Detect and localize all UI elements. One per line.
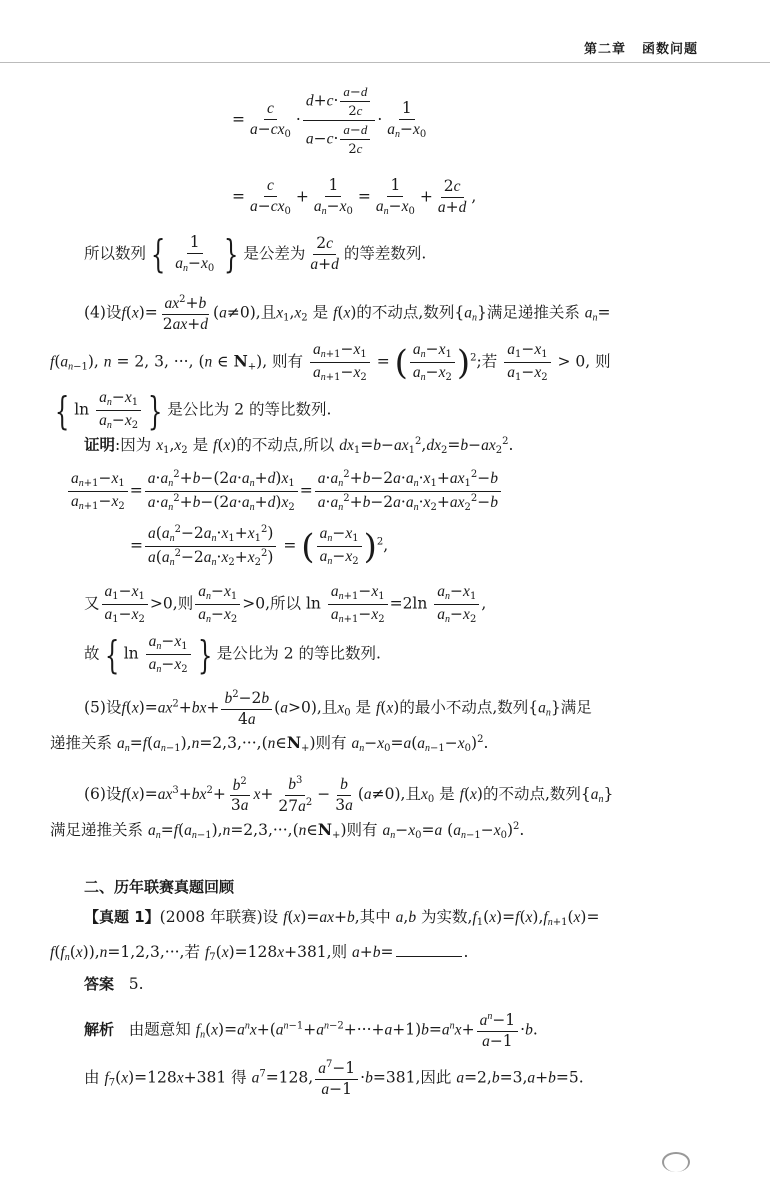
- running-header: [584, 38, 698, 57]
- chapter-title: 函数问题: [641, 42, 698, 57]
- text-arith-seq: 的等差数列.: [343, 244, 427, 263]
- item4-text-g: 则: [595, 352, 611, 371]
- proof-text-c: 的不动点,所以: [236, 436, 335, 454]
- final-line: 由 $f_7(x)=128x+381$ 得 $a^7=128$, $\frac{a^7-1}{a-1}$ ·b=381,因此 a=2,b=3,a+b=5.: [84, 1059, 584, 1098]
- item4-text-e: 则有: [272, 352, 304, 371]
- problem-text-c: 若: [184, 943, 200, 961]
- proof-line: 证明:因为 $x_1,x_2$ 是 f(x)的不动点,所以 $dx_1=b-ax_1^2,dx_2=b-ax_2^2$.: [84, 435, 514, 456]
- equation-line-1: = $\frac{c}{a-cx_0}$ · d+c· $\frac{a-d}{2c}$ a−c· $\frac{a-d}{2c}$ · $\frac{1}{a_n-x_0}$: [232, 84, 427, 157]
- item5-line-2: 递推关系 $a_n=f(a_{n-1}),n=2,3,\cdot\cdot\cdot,(n\in N_+)$则有 $a_n-x_0=a(a_{n-1}-x_0)^2$.: [50, 733, 489, 754]
- item5-text-d: 满足: [560, 698, 592, 717]
- item4-line-1: (4)设f(x)= $\frac{ax^2+b}{2ax+d}$ (a≠0),且$x_1,x_2$ 是 f(x)的不动点,数列$\{a_n\}$满足递推关系 $a_n=$: [84, 294, 611, 333]
- item4-text-b: 是: [312, 303, 329, 322]
- header-rule: [0, 62, 770, 63]
- final-text-a: 由: [84, 1068, 100, 1087]
- item5-text-b: 是: [355, 698, 372, 717]
- problem-line-1: 【真题 1】(2008 年联赛)设 f(x)=ax+b,其中 a,b 为实数$,f_1(x)=f(x),f_{n+1}(x)=$: [84, 908, 600, 928]
- text-then: ,则: [172, 594, 194, 613]
- proof-equation-2: = $\frac{a(a_n^2-2a_n\cdot x_1+x_1^2)}{a(a_n^2-2a_n\cdot x_2+x_2^2)}$ = ( $\frac{a_n-x_1}{a_n-x_2}$ )$^2$,: [130, 524, 389, 568]
- item4-text-h: 是公比为 2 的等比数列.: [167, 400, 332, 419]
- proof-equation-3: 又 $\frac{a_1-x_1}{a_1-x_2}$ >0,则 $\frac{a_n-x_1}{a_n-x_2}$ >0,所以 ln $\frac{a_{n+1}-x_1}{a_{n+1}-x_2}$ =2ln $\frac{a_n-x_1}{a_n-x_2}$ ,: [84, 582, 487, 625]
- item4-line-3: { ln $\frac{a_n-x_1}{a_n-x_2}$ } 是公比为 2 的等比数列.: [54, 388, 332, 433]
- item4-lead: (4)设: [84, 303, 122, 322]
- conclusion-arith: 所以数列 { $\frac{1}{a_n-x_0}$ } 是公差为 $\frac{2c}{a+d}$ 的等差数列.: [84, 232, 427, 277]
- final-text-c: ,因此: [415, 1068, 452, 1087]
- proof-equation-1: $\frac{a_{n+1}-x_1}{a_{n+1}-x_2}$ = $\frac{a\cdot a_n^2+b-(2a\cdot a_n+d)x_1}{a\cdot a_n^2+b-(2a\cdot a_n+d)x_2}$ = $\frac{a\cdot a_n^2+b-2a\cdot a_n\cdot x_1+ax_1^2-b}{a\cdot a_n^2+b-2a\cdot a_n\cdot x_2+ax_2^2-b}$: [66, 470, 503, 513]
- item4-text-d: 满足递推关系: [486, 303, 580, 322]
- problem-text-d: ,则: [326, 943, 348, 961]
- analysis-line: 解析 由题意知 $f_n(x)=a^nx+(a^{n-1}+a^{n-2}+\cdot\cdot\cdot+a+1)b=a^nx+$ $\frac{a^n-1}{a-1}$ ·b.: [84, 1011, 538, 1050]
- item5-text-a: ,且: [316, 698, 338, 717]
- item5-text-c: 的最小不动点,数列: [399, 698, 529, 717]
- item6-line-1: (6)设$f(x)=ax^3+bx^2+$ $\frac{b^2}{3a}$ x+ $\frac{b^3}{27a^2}$ − $\frac{b}{3a}$ (a≠0),且$x_0$ 是 f(x)的不动点,数列$\{a_n\}$: [84, 775, 614, 815]
- answer-blank: [396, 956, 462, 957]
- proof-text: :因为: [115, 436, 152, 454]
- final-text-b: 得: [231, 1068, 247, 1087]
- equation-line-2: = $\frac{c}{a-cx_0}$ + $\frac{1}{a_n-x_0}$ = $\frac{1}{a_n-x_0}$ + $\frac{2c}{a+d}$ ,: [232, 176, 477, 217]
- answer-value: 5.: [128, 975, 144, 993]
- item6-text-b: 是: [439, 785, 455, 803]
- item5-lead: (5)设: [84, 698, 122, 717]
- item4-text-f: ;若: [476, 352, 498, 371]
- item4-line-2: $f(a_{n-1})$, n = 2, 3, ···, (n ∈ $N_+$), 则有 $\frac{a_{n+1}-x_1}{a_{n+1}-x_2}$ = ( $\frac{a_n-x_1}{a_n-x_2}$ )$^2$;若 $\frac{a_1-x_1}{a_1-x_2}$ > 0, 则: [50, 340, 611, 383]
- text-so-sequence: 所以数列: [84, 244, 147, 263]
- section-heading: 二、历年联赛真题回顾: [84, 878, 235, 896]
- problem-text-a: ,其中: [354, 908, 391, 926]
- item5-text-f: 则有: [315, 734, 347, 752]
- item4-text-a: ,且: [255, 303, 277, 322]
- answer-line: [84, 977, 144, 993]
- text-hence: 故: [84, 644, 100, 663]
- answer-label: 答案: [84, 975, 115, 993]
- text-common-diff: 是公差为: [243, 244, 306, 263]
- problem-source: (2008 年联赛)设: [159, 908, 279, 926]
- item4-text-c: 的不动点,数列: [356, 303, 455, 322]
- text-sothat: ,所以: [265, 594, 302, 613]
- item6-text-c: 的不动点,数列: [482, 785, 581, 803]
- proof-label: 证明: [84, 435, 116, 454]
- item6-line-2: 满足递推关系 $a_n=f(a_{n-1}),n=2,3,\cdot\cdot\cdot,(n\in N_+)$则有 $a_n-x_0=a$ $(a_{n-1}-x_0)^2$.: [50, 820, 525, 841]
- problem-label: 【真题 1】: [84, 908, 160, 926]
- problem-text-b: 为实数,: [421, 908, 473, 926]
- proof-text-b: 是: [192, 436, 209, 454]
- analysis-label: 解析: [84, 1020, 115, 1039]
- chapter-label: 第二章: [583, 42, 626, 57]
- text-again: 又: [84, 594, 100, 613]
- item6-text-f: 则有: [346, 821, 378, 839]
- analysis-text-a: 由题意知: [128, 1020, 191, 1039]
- page-curl-mark: [662, 1152, 690, 1172]
- item6-text-d: 满足递推关系: [50, 821, 144, 839]
- item6-text-a: ,且: [400, 785, 421, 803]
- problem-line-2: $f(f_n(x)),n=1,2,3,\cdot\cdot\cdot$,若 $f_7(x)=128x+381$,则 a+b= .: [50, 943, 469, 963]
- text-hence-b: 是公比为 2 的等比数列.: [216, 644, 381, 663]
- item5-line-1: (5)设$f(x)=ax^2+bx+$ $\frac{b^2-2b}{4a}$ (a>0),且$x_0$ 是 f(x)的最小不动点,数列$\{a_n\}$满足: [84, 689, 592, 728]
- item5-text-e: 递推关系: [50, 734, 113, 752]
- item6-lead: (6)设: [84, 785, 122, 803]
- proof-conclusion: 故 { ln $\frac{a_n-x_1}{a_n-x_2}$ } 是公比为 2 的等比数列.: [84, 632, 381, 677]
